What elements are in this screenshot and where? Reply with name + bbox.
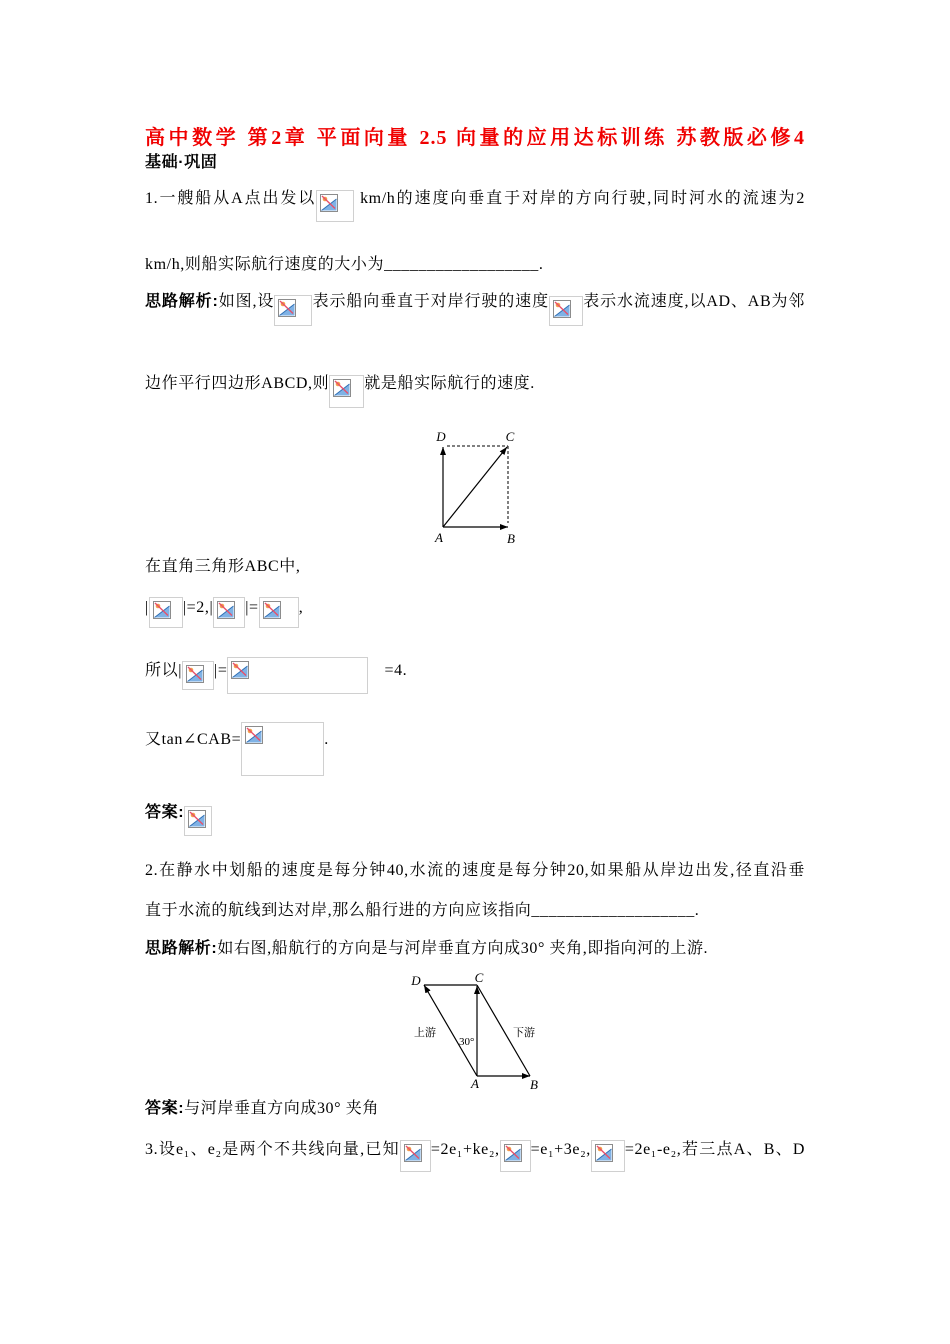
label-angle: 30° (459, 1036, 475, 1048)
figure-2-river-diagram (405, 965, 550, 1095)
q2-answer-line (145, 1099, 805, 1119)
q2-analysis-line (145, 939, 805, 959)
q3-stem-text-a: 3.设e₁、e₂是两个不共线向量,已知 (145, 1141, 400, 1158)
formula-image (182, 661, 214, 690)
point-label-d: D (411, 973, 421, 988)
broken-image-icon (262, 600, 282, 620)
label-upstream: 上游 (414, 1027, 436, 1039)
formula-image (591, 1140, 625, 1172)
eq-text: | (145, 599, 149, 616)
point-label-c: C (474, 970, 484, 985)
q1-triangle-text: 在直角三角形ABC中, (145, 558, 301, 575)
eq-text: , (298, 599, 304, 616)
figure-1-vector-diagram (420, 424, 530, 550)
document-title: 高中数学 第2章 平面向量 2.5 向量的应用达标训练 苏教版必修4 (145, 127, 805, 149)
broken-image-icon (403, 1143, 423, 1163)
eq-text: 所以| (145, 662, 183, 679)
eq-text: 又tan∠CAB= (145, 731, 242, 748)
q1-analysis-line-2 (145, 374, 805, 394)
section-heading: 基础·巩固 (145, 154, 218, 171)
q2-stem-line-1: 2.在静水中划船的速度是每分钟40,水流的速度是每分钟20,如果船从岸边出发,径直沿垂 (145, 862, 805, 879)
q1-stem-text-a: 1.一艘船从A点出发以 (145, 190, 317, 207)
formula-image (549, 296, 583, 326)
point-label-b: B (507, 531, 515, 546)
broken-image-icon (503, 1143, 523, 1163)
formula-image (329, 375, 364, 408)
eq-text: =4. (384, 662, 408, 679)
q1-analysis-text-b: 表示船向垂直于对岸行驶的速度 (312, 293, 549, 310)
broken-image-icon (244, 725, 264, 745)
formula-image (400, 1140, 431, 1172)
answer-label: 答案: (145, 804, 185, 821)
q1-equation-line-2 (145, 661, 805, 681)
analysis-label: 思路解析: (145, 293, 219, 310)
formula-image (149, 597, 183, 628)
formula-image (500, 1140, 531, 1172)
broken-image-icon (319, 193, 339, 213)
formula-image-tall (241, 722, 324, 776)
q1-stem-line-1 (145, 189, 805, 209)
q2-answer-text: 与河岸垂直方向成30° 夹角 (184, 1100, 379, 1117)
point-label-d: D (436, 429, 446, 444)
formula-image (184, 806, 212, 836)
formula-image (274, 295, 312, 326)
point-label-c: C (505, 429, 515, 444)
q2-analysis-text: 如右图,船航行的方向是与河岸垂直方向成30° 夹角,即指向河的上游. (217, 940, 709, 957)
broken-image-icon (230, 660, 250, 680)
eq-text: |= (245, 599, 259, 616)
analysis-label: 思路解析: (145, 940, 218, 957)
q3-stem-text-b: =2e₁+ke₂, (430, 1141, 500, 1158)
q1-answer-line (145, 803, 805, 823)
point-label-b: B (530, 1077, 538, 1092)
q1-analysis-line-1 (145, 292, 805, 312)
q1-tan-line (145, 730, 805, 750)
answer-label: 答案: (145, 1100, 185, 1117)
formula-image (259, 597, 299, 628)
q1-analysis-text-a: 如图,设 (218, 293, 275, 310)
q1-analysis-text-d: 边作平行四边形ABCD,则 (145, 375, 330, 392)
eq-text: |=2,| (182, 599, 214, 616)
point-label-a: A (435, 530, 443, 545)
formula-image (213, 597, 245, 628)
broken-image-icon (277, 298, 297, 318)
label-downstream: 下游 (513, 1027, 535, 1039)
point-label-a: A (471, 1076, 479, 1091)
formula-image (316, 190, 354, 222)
q1-analysis-text-e: 就是船实际航行的速度. (364, 375, 535, 392)
broken-image-icon (185, 664, 205, 684)
broken-image-icon (216, 600, 236, 620)
q1-stem-text-b: km/h的速度向垂直于对岸的方向行驶,同时河水的流速为2 (354, 190, 805, 207)
broken-image-icon (594, 1143, 614, 1163)
eq-text: |= (214, 662, 228, 679)
formula-image-wide (227, 657, 368, 694)
broken-image-icon (552, 299, 572, 319)
q3-stem-text-c: =e₁+3e₂, (530, 1141, 591, 1158)
eq-text: . (324, 731, 329, 748)
q3-stem-text-d: =2e₁-e₂,若三点A、B、D (624, 1141, 806, 1158)
q1-analysis-text-c: 表示水流速度,以AD、AB为邻 (582, 293, 805, 310)
q1-stem-line-2: km/h,则船实际航行速度的大小为__________________. (145, 256, 544, 273)
broken-image-icon (332, 378, 352, 398)
broken-image-icon (152, 600, 172, 620)
q1-equation-line-1 (145, 598, 805, 618)
vector-ac (443, 447, 507, 527)
broken-image-icon (187, 809, 207, 829)
q3-stem-line-1 (145, 1140, 805, 1160)
q2-stem-line-2: 直于水流的航线到达对岸,那么船行进的方向应该指向___________________. (145, 902, 700, 919)
